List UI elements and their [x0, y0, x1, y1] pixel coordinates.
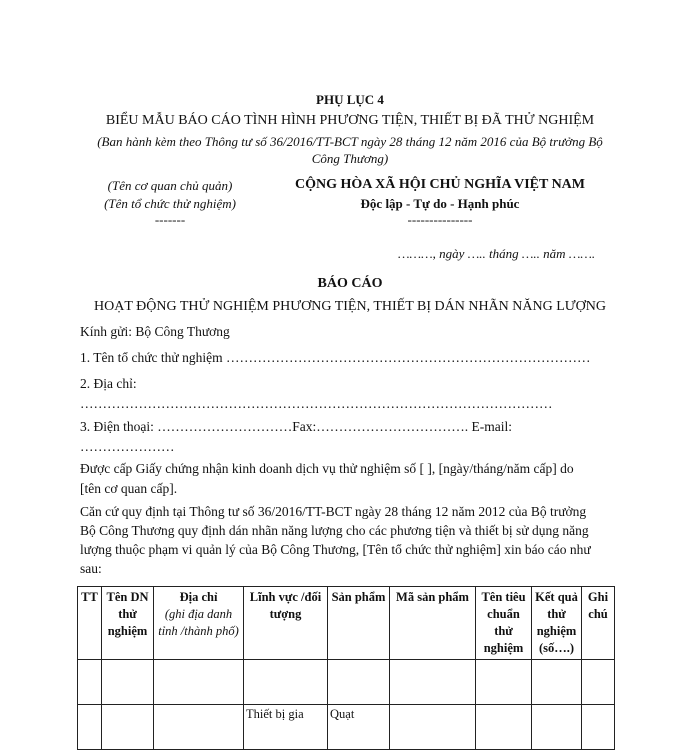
field-address: 2. Địa chỉ: [80, 376, 137, 391]
basis-line-4: sau: [80, 561, 102, 576]
header-result: Kết quả thử nghiệm (số….) [532, 587, 582, 660]
header-standard: Tên tiêu chuẩn thử nghiệm [476, 587, 532, 660]
national-title: CỘNG HÒA XÃ HỘI CHỦ NGHĨA VIỆT NAM [294, 177, 585, 192]
field-org-name: 1. Tên tổ chức thử nghiệm ……………………………………………………………………… [80, 350, 591, 365]
cell-company [102, 705, 154, 750]
managing-agency-placeholder: (Tên cơ quan chủ quản) [107, 178, 233, 193]
table-header-row [78, 587, 615, 660]
header-tt: TT [78, 587, 102, 660]
cell-address [154, 705, 244, 750]
issued-note-line2: Công Thương) [311, 151, 389, 166]
header-address-note: (ghi địa danh tỉnh /thành phố) [158, 607, 239, 638]
testing-org-placeholder: (Tên tổ chức thử nghiệm) [104, 196, 236, 211]
left-divider: ------- [154, 212, 186, 227]
cert-line-2: [tên cơ quan cấp]. [80, 481, 178, 496]
basis-line-3: lượng thuộc phạm vi quản lý của Bộ Công Thương, [Tên tổ chức thử nghiệm] xin báo cáo như [80, 542, 591, 557]
recipient-line: Kính gửi: Bộ Công Thương [80, 324, 230, 339]
header-field: Lĩnh vực /đối tượng [244, 587, 328, 660]
header-product-code: Mã sản phẩm [390, 587, 476, 660]
appendix-label: PHỤ LỤC 4 [316, 92, 384, 107]
cell-tt [78, 705, 102, 750]
header-address: Địa chỉ (ghi địa danh tỉnh /thành phố) [154, 587, 244, 660]
table-row [78, 705, 615, 750]
table-spacer-row [78, 660, 615, 705]
issued-note-line1: (Ban hành kèm theo Thông tư số 36/2016/TT-BCT ngày 28 tháng 12 năm 2016 của Bộ trưởng Bộ [97, 134, 603, 149]
report-subtitle: HOẠT ĐỘNG THỬ NGHIỆM PHƯƠNG TIỆN, THIẾT BỊ DÁN NHÃN NĂNG LƯỢNG [94, 299, 606, 314]
basis-line-2: Bộ Công Thương quy định dán nhãn năng lượng cho các phương tiện và thiết bị sử dụng năng [80, 523, 589, 538]
cell-result [532, 705, 582, 750]
field-address-dots: …………………………………………………………………………………………… [80, 396, 553, 411]
national-motto: Độc lập - Tự do - Hạnh phúc [360, 196, 520, 211]
date-line: ………, ngày ….. tháng ….. năm ……. [398, 246, 596, 261]
cell-product-code [390, 705, 476, 750]
header-note: Ghi chú [582, 587, 615, 660]
report-table [77, 586, 615, 750]
form-title: BIỂU MẪU BÁO CÁO TÌNH HÌNH PHƯƠNG TIỆN, THIẾT BỊ ĐÃ THỬ NGHIỆM [105, 113, 595, 128]
report-title: BÁO CÁO [317, 276, 383, 291]
right-divider: --------------- [407, 212, 473, 227]
header-product: Sản phẩm [328, 587, 390, 660]
header-company: Tên DN thử nghiệm [102, 587, 154, 660]
field-contact: 3. Điện thoại: …………………………Fax:……………………………. E-mail: [80, 419, 512, 434]
cell-standard [476, 705, 532, 750]
cell-field: Thiết bị gia [244, 705, 328, 750]
field-contact-cont: ………………… [80, 439, 175, 454]
cert-line-1: Được cấp Giấy chứng nhận kinh doanh dịch vụ thử nghiệm số [ ], [ngày/tháng/năm cấp] do [80, 461, 574, 476]
cell-note [582, 705, 615, 750]
basis-line-1: Căn cứ quy định tại Thông tư số 36/2016/TT-BCT ngày 28 tháng 12 năm 2012 của Bộ trưởng [80, 504, 587, 519]
cell-product: Quạt [328, 705, 390, 750]
